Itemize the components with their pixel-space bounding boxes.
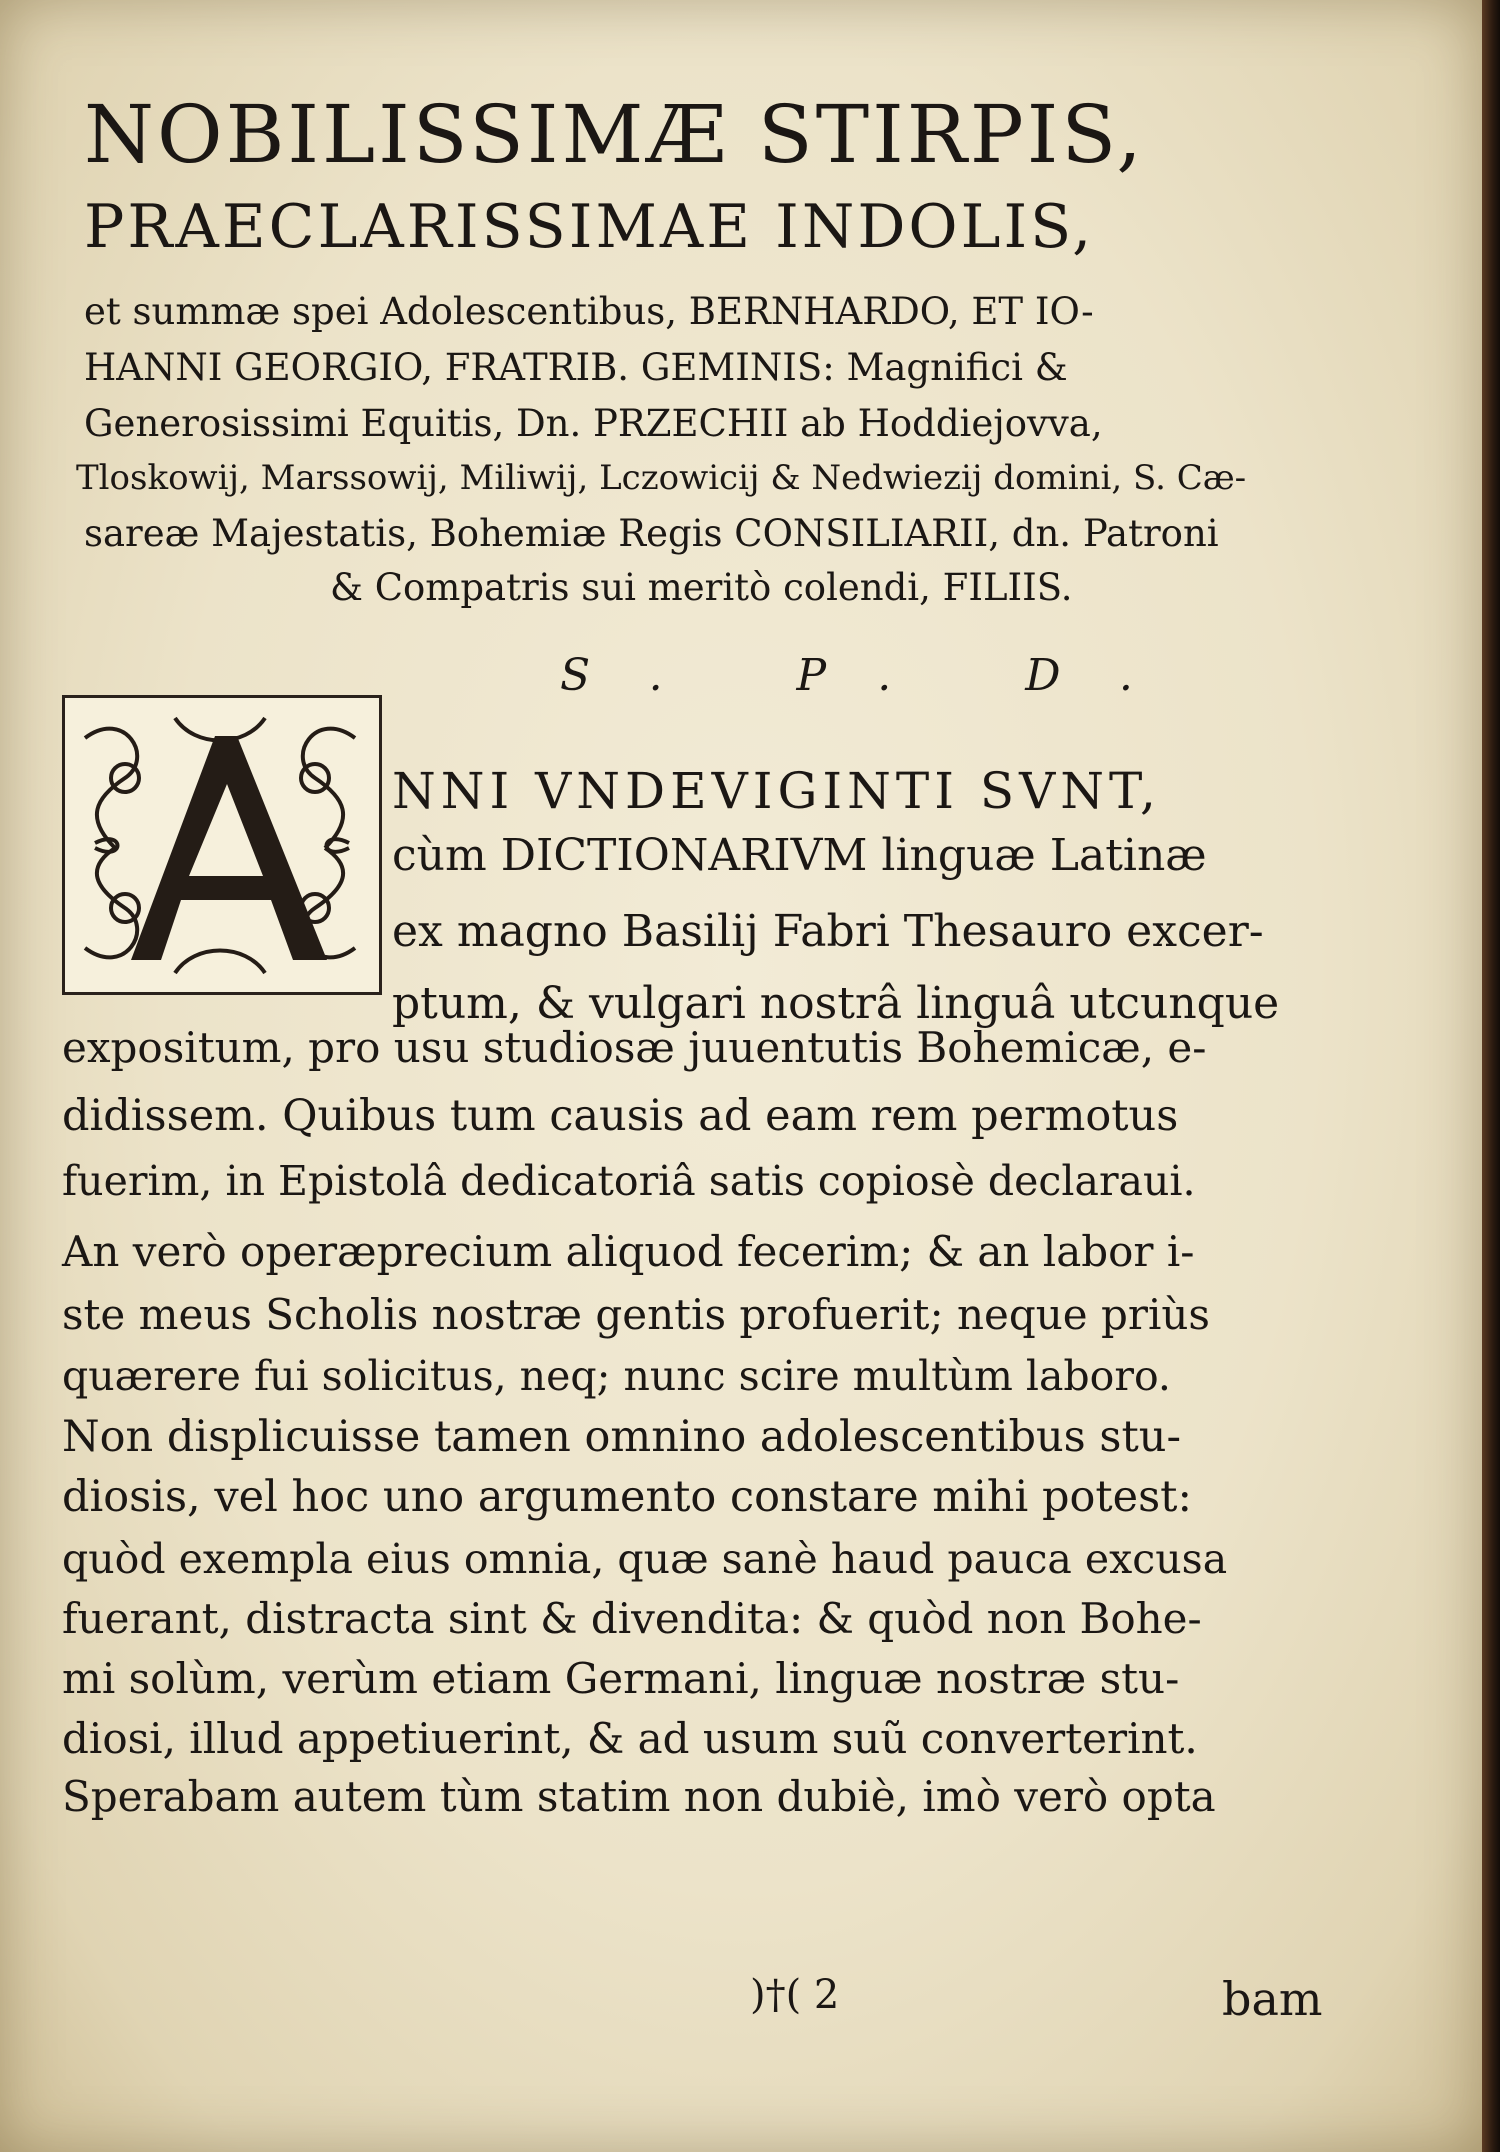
body-line: NNI VNDEVIGINTI SVNT, [392,762,1161,820]
body-line: ptum, & vulgari nostrâ linguâ utcunque [392,978,1280,1029]
floral-ornament-icon [65,698,379,992]
body-line: expositum, pro usu studiosæ juuentutis Bohemicæ, e- [62,1023,1207,1072]
body-line: fuerant, distracta sint & divendita: & quòd non Bohe- [62,1594,1202,1643]
body-line: didissem. Quibus tum causis ad eam rem permotus [62,1091,1179,1141]
decorated-initial [62,695,382,995]
dedication-line: Tloskowij, Marssowij, Miliwij, Lczowicij & Nedwiezij domini, S. Cæ- [76,458,1247,498]
body-line: mi solùm, verùm etiam Germani, linguæ nostræ stu- [62,1654,1180,1703]
body-line: quærere fui solicitus, neq; nunc scire multùm laboro. [62,1352,1171,1400]
dedication-line: sareæ Majestatis, Bohemiæ Regis CONSILIARII, dn. Patroni [84,512,1219,555]
dedication-line: et summæ spei Adolescentibus, BERNHARDO, ET IO- [84,290,1094,333]
dedication-line: HANNI GEORGIO, FRATRIB. GEMINIS: Magnifici & [84,346,1068,389]
body-line: diosi, illud appetiuerint, & ad usum suũ converterint. [62,1714,1198,1763]
title-line-1: NOBILISSIMÆ STIRPIS, [84,88,1145,181]
body-line: Non displicuisse tamen omnino adolescentibus stu- [62,1412,1181,1462]
dedication-line: & Compatris sui meritò colendi, FILIIS. [330,566,1073,609]
book-binding-edge [1482,0,1500,2152]
body-line: ex magno Basilij Fabri Thesauro excer- [392,906,1264,957]
signature-mark: )†( 2 [750,1972,840,2018]
catchword: bam [1222,1972,1323,2026]
salutation: S. P. D. [560,650,1193,701]
body-line: quòd exempla eius omnia, quæ sanè haud pauca excusa [62,1535,1228,1583]
body-line: Sperabam autem tùm statim non dubiè, imò verò opta [62,1772,1216,1821]
body-line: fuerim, in Epistolâ dedicatoriâ satis copiosè declaraui. [62,1157,1196,1205]
title-line-2: PRAECLARISSIMAE INDOLIS, [84,192,1095,262]
dedication-line: Generosissimi Equitis, Dn. PRZECHII ab Hoddiejovva, [84,402,1103,445]
body-line: diosis, vel hoc uno argumento constare mihi potest: [62,1472,1192,1522]
body-line: cùm DICTIONARIVM linguæ Latinæ [392,830,1207,881]
body-line: An verò operæprecium aliquod fecerim; & an labor i- [62,1227,1195,1276]
body-line: ste meus Scholis nostræ gentis profuerit; neque priùs [62,1290,1210,1339]
